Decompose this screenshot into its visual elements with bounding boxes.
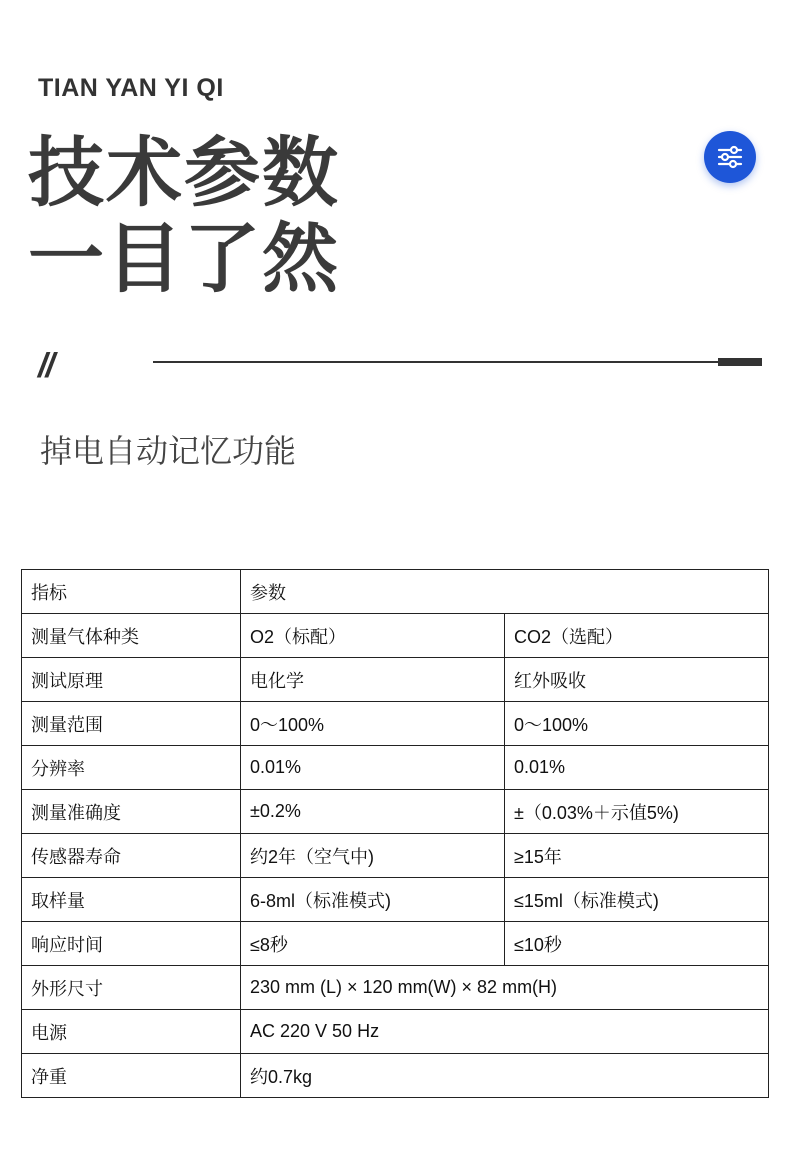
row-o2-value: 电化学	[241, 658, 505, 702]
row-label: 外形尺寸	[22, 966, 241, 1010]
row-co2-value: CO2（选配）	[505, 614, 769, 658]
table-header-row	[22, 570, 769, 614]
divider-end-bar	[718, 358, 762, 366]
row-merged-value: AC 220 V 50 Hz	[241, 1010, 769, 1054]
row-co2-value: 0.01%	[505, 746, 769, 790]
row-label: 测量气体种类	[22, 614, 241, 658]
row-label: 净重	[22, 1054, 241, 1098]
divider-line	[153, 361, 718, 363]
row-o2-value: 0～100%	[241, 702, 505, 746]
row-o2-value: O2（标配）	[241, 614, 505, 658]
row-co2-value: 0～100%	[505, 702, 769, 746]
sliders-icon-glyph	[715, 142, 745, 172]
header-value: 参数	[241, 570, 769, 614]
row-co2-value: ≤15ml（标准模式)	[505, 878, 769, 922]
table-row	[22, 746, 769, 790]
table-row	[22, 1010, 769, 1054]
row-label: 取样量	[22, 878, 241, 922]
sliders-icon	[704, 131, 756, 183]
row-o2-value: ±0.2%	[241, 790, 505, 834]
row-co2-value: ±（0.03%＋示值5%)	[505, 790, 769, 834]
quote-mark-decoration: //	[38, 347, 53, 385]
table-row	[22, 702, 769, 746]
row-label: 测试原理	[22, 658, 241, 702]
row-label: 响应时间	[22, 922, 241, 966]
row-label: 测量准确度	[22, 790, 241, 834]
row-label: 传感器寿命	[22, 834, 241, 878]
row-o2-value: 约2年（空气中)	[241, 834, 505, 878]
row-label: 测量范围	[22, 702, 241, 746]
table-row	[22, 878, 769, 922]
table-row	[22, 790, 769, 834]
feature-text: 掉电自动记忆功能	[40, 433, 297, 469]
row-co2-value: 红外吸收	[505, 658, 769, 702]
row-o2-value: 6-8ml（标准模式)	[241, 878, 505, 922]
row-label: 电源	[22, 1010, 241, 1054]
row-o2-value: ≤8秒	[241, 922, 505, 966]
table-row	[22, 1054, 769, 1098]
row-co2-value: ≤10秒	[505, 922, 769, 966]
headline-line-2: 一目了然	[28, 217, 340, 302]
headline-line-1: 技术参数	[28, 131, 340, 216]
spec-table	[21, 569, 769, 1098]
table-row	[22, 966, 769, 1010]
table-row	[22, 834, 769, 878]
row-merged-value: 约0.7kg	[241, 1054, 769, 1098]
table-row	[22, 922, 769, 966]
table-row	[22, 658, 769, 702]
header-label: 指标	[22, 570, 241, 614]
table-row	[22, 614, 769, 658]
row-merged-value: 230 mm (L) × 120 mm(W) × 82 mm(H)	[241, 966, 769, 1010]
row-o2-value: 0.01%	[241, 746, 505, 790]
brand-name: TIAN YAN YI QI	[38, 74, 224, 102]
row-label: 分辨率	[22, 746, 241, 790]
row-co2-value: ≥15年	[505, 834, 769, 878]
